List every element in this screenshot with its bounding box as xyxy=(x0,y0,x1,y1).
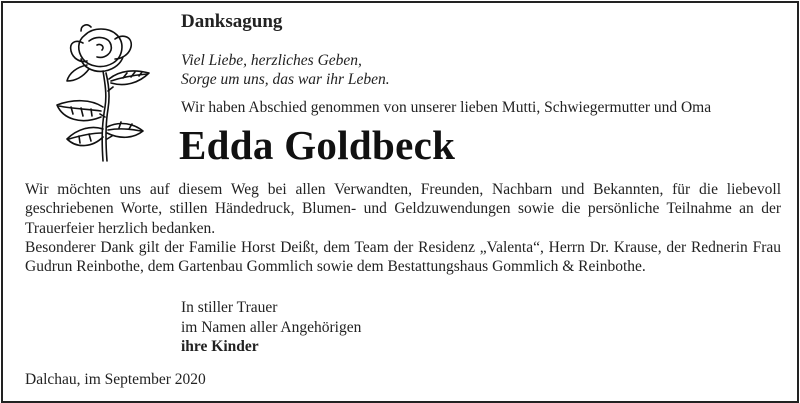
heading: Danksagung xyxy=(181,11,283,32)
verse-line: Sorge um uns, das war ihr Leben. xyxy=(181,71,390,88)
signature xyxy=(181,298,361,357)
verse-line: Viel Liebe, herzliches Geben, xyxy=(181,52,362,69)
farewell-line: Wir haben Abschied genommen von unserer lieben Mutti, Schwiegermutter und Oma xyxy=(181,99,712,116)
body-paragraph: Wir möchten uns auf diesem Weg bei allen Verwandten, Freunden, Nachbarn und Bekannten, für die liebevoll geschriebenen Worte, stillen Händedruck, Blumen- und Geldzuwendungen sowie die persönliche Teilnahme an der Trauerfeier herzlich bedanken. xyxy=(25,181,781,237)
signature-line: In stiller Trauer xyxy=(181,299,278,316)
rose-illustration xyxy=(27,21,167,163)
place-date: Dalchau, im September 2020 xyxy=(25,371,206,388)
obituary-notice xyxy=(1,1,799,403)
signature-line: im Namen aller Angehörigen xyxy=(181,318,362,336)
body-text xyxy=(25,180,781,276)
body-paragraph: Besonderer Dank gilt der Familie Horst Deißt, dem Team der Residenz „Valenta“, Herrn Dr. Krause, der Rednerin Frau Gudrun Reinbothe, dem Gartenbau Gommlich sowie dem Bestattungshaus Gommlich & Reinbothe. xyxy=(25,238,781,276)
deceased-name: Edda Goldbeck xyxy=(179,122,456,168)
verse xyxy=(181,51,390,89)
signature-children: ihre Kinder xyxy=(181,338,259,355)
